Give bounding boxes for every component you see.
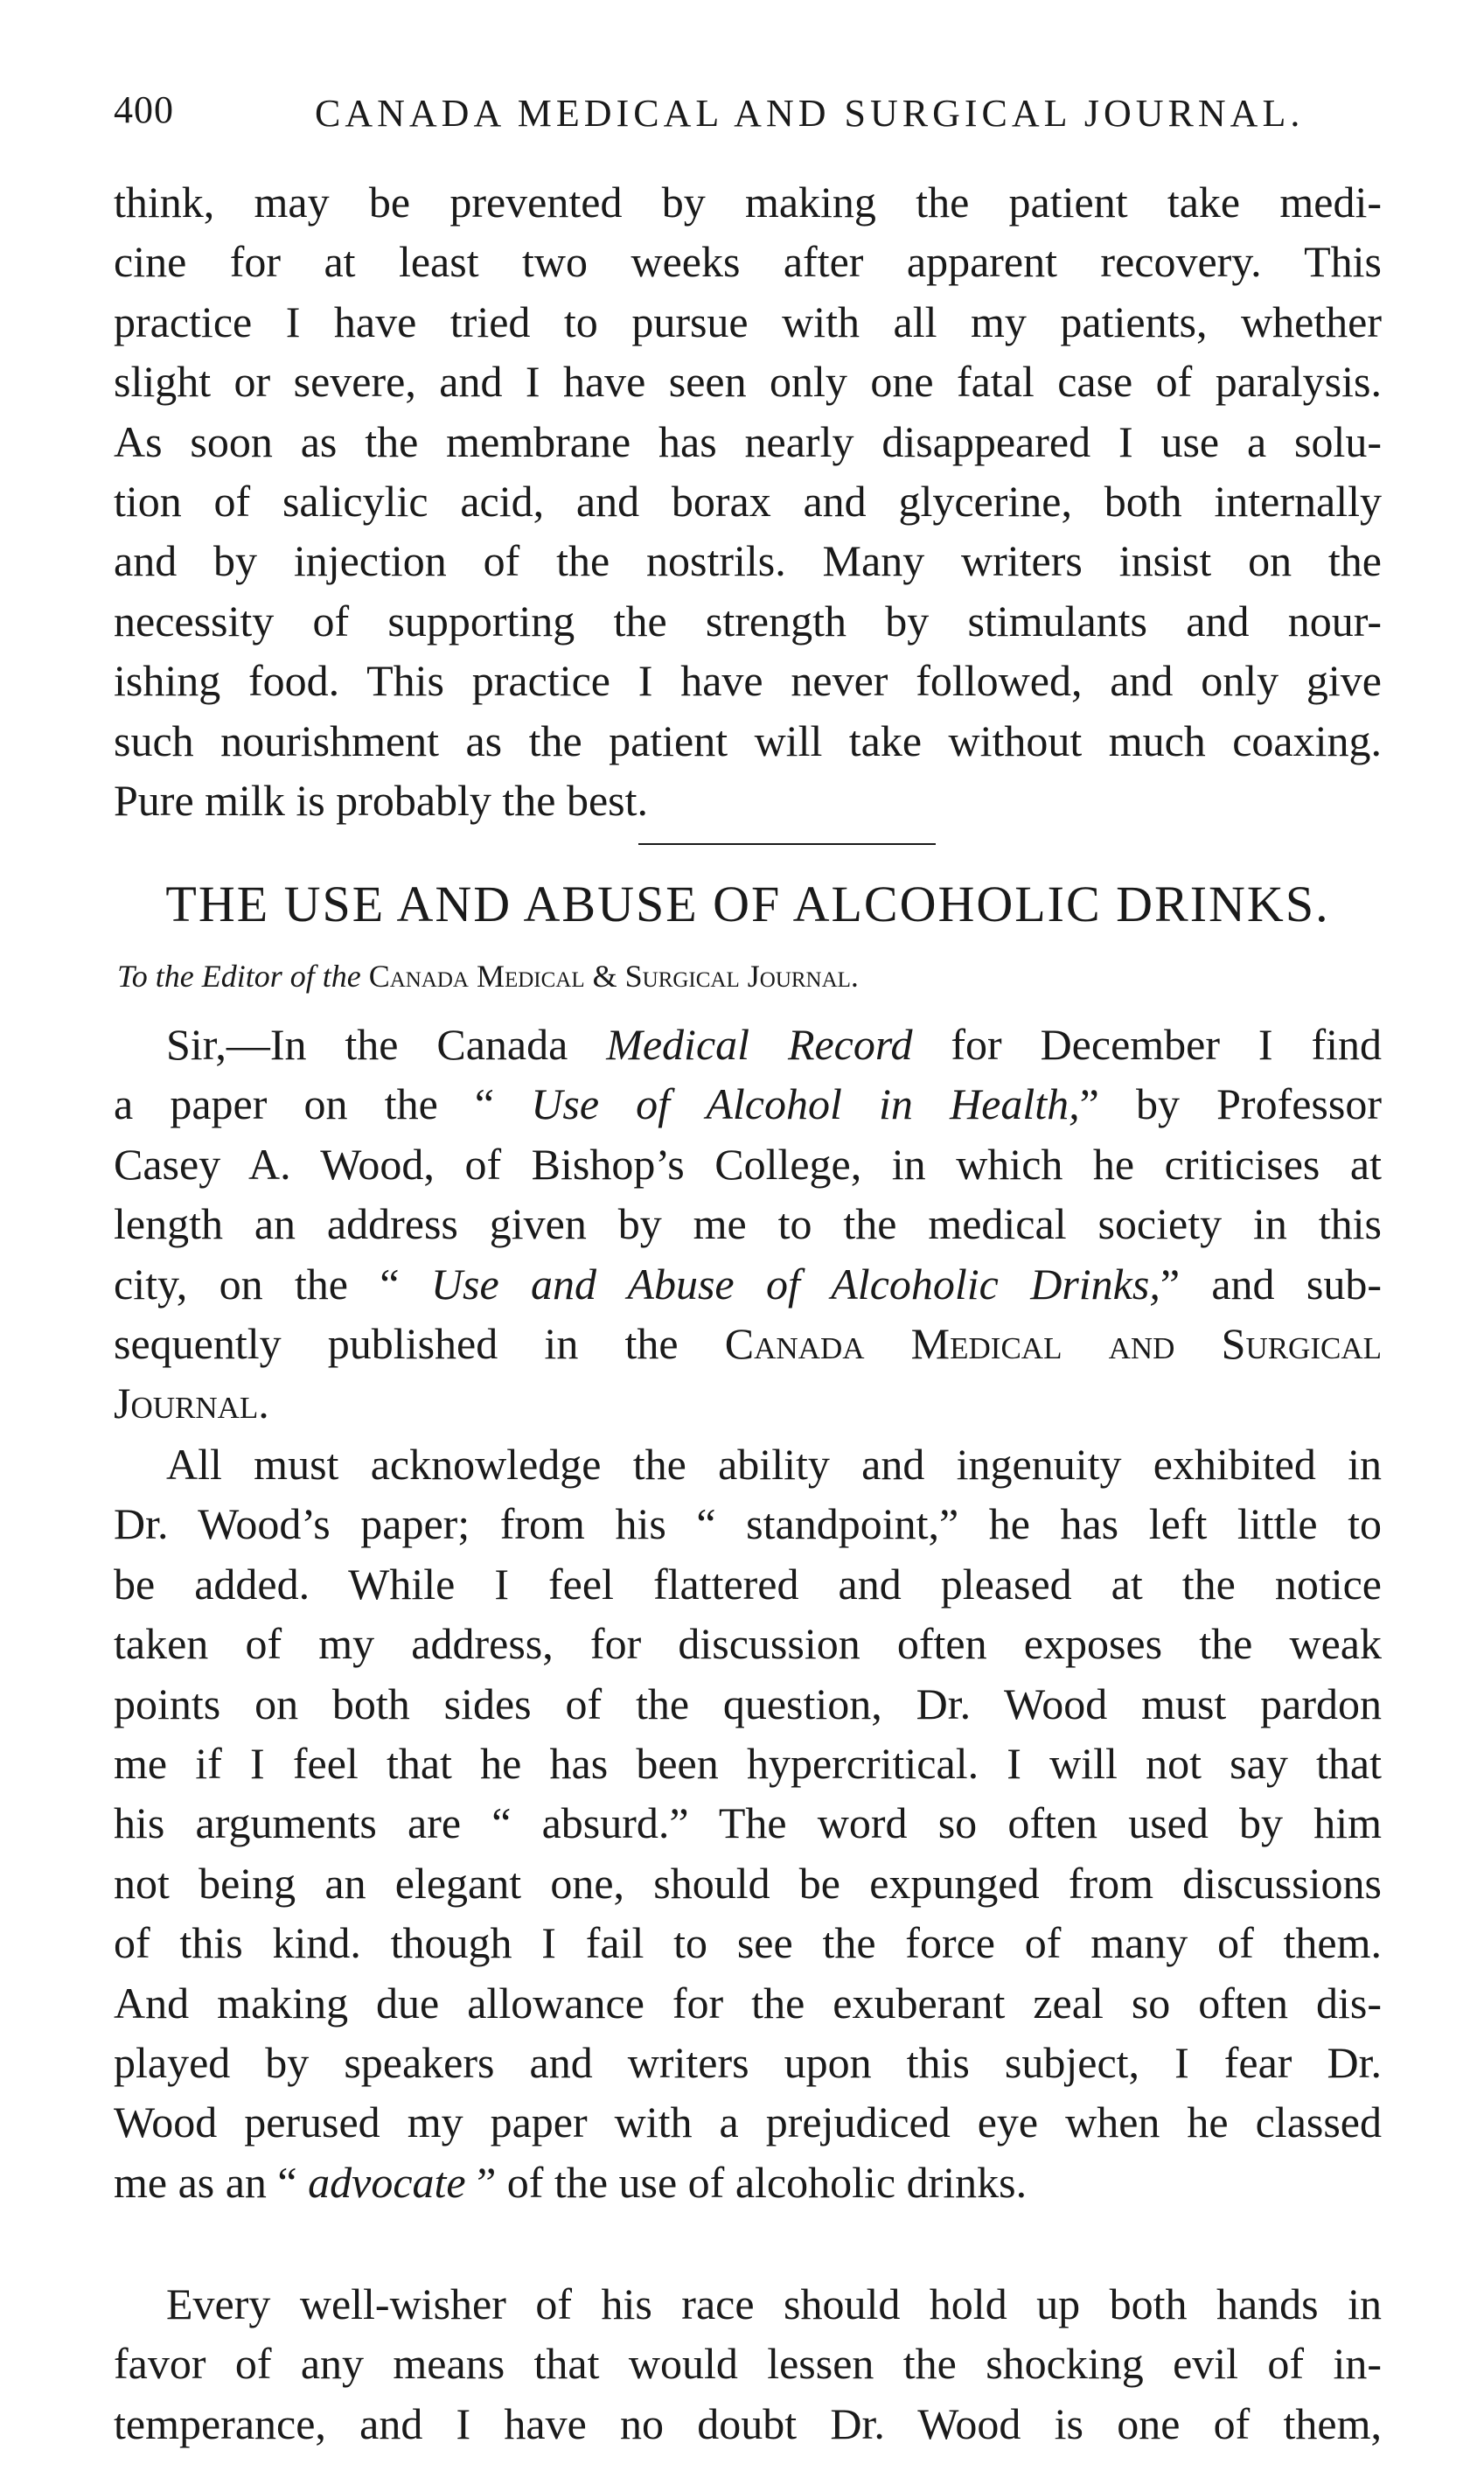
text-line: such nourishment as the patient will take without much coaxing. (114, 715, 1382, 765)
text-line: be added. While I feel flattered and pleased at the notice (114, 1559, 1382, 1609)
text-line: ishing food. This practice I have never followed, and only give (114, 656, 1382, 706)
text-line: of this kind. though I fail to see the force of many of them. (114, 1918, 1382, 1968)
letter-paragraph-2 (114, 1434, 1382, 2212)
text-line (114, 1015, 1382, 1074)
text-line: practice I have tried to pursue with all my patients, whether (114, 297, 1382, 346)
text-line: cine for at least two weeks after apparent recovery. This (114, 237, 1382, 287)
italic-run: Use of Alcohol in Health, (531, 1079, 1080, 1129)
text-run: ” and sub- (1160, 1259, 1383, 1309)
journal-title: CANADA MEDICAL AND SURGICAL JOURNAL. (315, 92, 1305, 135)
text-line: think, may be prevented by making the patient take medi- (114, 178, 1382, 227)
text-line: taken of my address, for discussion often exposes the weak (114, 1619, 1382, 1669)
text-run: a paper on the “ (114, 1079, 532, 1129)
text-line: length an address given by me to the medical society in this (114, 1199, 1382, 1249)
letter-salutation (117, 958, 859, 995)
page-number: 400 (114, 88, 174, 131)
smallcaps-run: Canada Medical and Surgical (724, 1319, 1382, 1369)
italic-run: Medical Record (606, 1020, 913, 1069)
text-line (114, 2153, 1382, 2212)
text-line: tion of salicylic acid, and borax and glycerine, both internally (114, 477, 1382, 527)
text-line: necessity of supporting the strength by stimulants and nour- (114, 596, 1382, 646)
text-line (114, 1074, 1382, 1134)
text-line: points on both sides of the question, Dr. Wood must pardon (114, 1679, 1382, 1728)
text-line: played by speakers and writers upon this subject, I fear Dr. (114, 2038, 1382, 2088)
text-run: me as an “ (114, 2157, 309, 2207)
text-line: Journal. (114, 1379, 269, 1428)
text-line: Pure milk is probably the best. (114, 776, 649, 826)
text-run: ” of the use of alcoholic drinks. (465, 2157, 1028, 2207)
text-run: sequently published in the (114, 1319, 725, 1369)
text-line: As soon as the membrane has nearly disappeared I use a solu- (114, 416, 1382, 466)
text-line: temperance, and I have no doubt Dr. Wood is one of them, (114, 2398, 1382, 2448)
continued-paragraph (114, 172, 1382, 830)
section-divider (638, 843, 936, 845)
text-run: for December I find (912, 1020, 1382, 1069)
salutation-journal: Canada Medical & Surgical Journal. (368, 959, 859, 994)
italic-run: Use and Abuse of Alcoholic Drinks, (430, 1259, 1160, 1309)
text-line: and by injection of the nostrils. Many writers insist on the (114, 536, 1382, 586)
text-run: city, on the “ (114, 1259, 431, 1309)
salutation-to: To the Editor of the (117, 959, 361, 994)
text-line: his arguments are “ absurd.” The word so often used by him (114, 1798, 1382, 1848)
text-run: Sir,—In the Canada (166, 1020, 607, 1069)
text-line: Casey A. Wood, of Bishop’s College, in which he criticises at (114, 1139, 1382, 1189)
text-line: Every well-wisher of his race should hold up both hands in (166, 2279, 1382, 2328)
text-line: Wood perused my paper with a prejudiced eye when he classed (114, 2098, 1382, 2147)
italic-run: advocate (308, 2157, 466, 2207)
text-line: favor of any means that would lessen the shocking evil of in- (114, 2339, 1382, 2389)
text-line: not being an elegant one, should be expunged from discussions (114, 1858, 1382, 1908)
letter-title: THE USE AND ABUSE OF ALCOHOLIC DRINKS. (165, 876, 1330, 932)
text-run: ” by Professor (1079, 1079, 1382, 1129)
text-line (114, 1254, 1382, 1314)
text-line: Dr. Wood’s paper; from his “ standpoint,” he has left little to (114, 1499, 1382, 1549)
letter-paragraph-3 (114, 2274, 1382, 2454)
text-line: slight or severe, and I have seen only one fatal case of paralysis. (114, 357, 1382, 407)
text-line (114, 1314, 1382, 1373)
text-line: All must acknowledge the ability and ingenuity exhibited in (166, 1440, 1382, 1489)
letter-paragraph-1 (114, 1015, 1382, 1434)
text-line: me if I feel that he has been hypercritical. I will not say that (114, 1739, 1382, 1789)
text-line: And making due allowance for the exuberant zeal so often dis- (114, 1978, 1382, 2028)
